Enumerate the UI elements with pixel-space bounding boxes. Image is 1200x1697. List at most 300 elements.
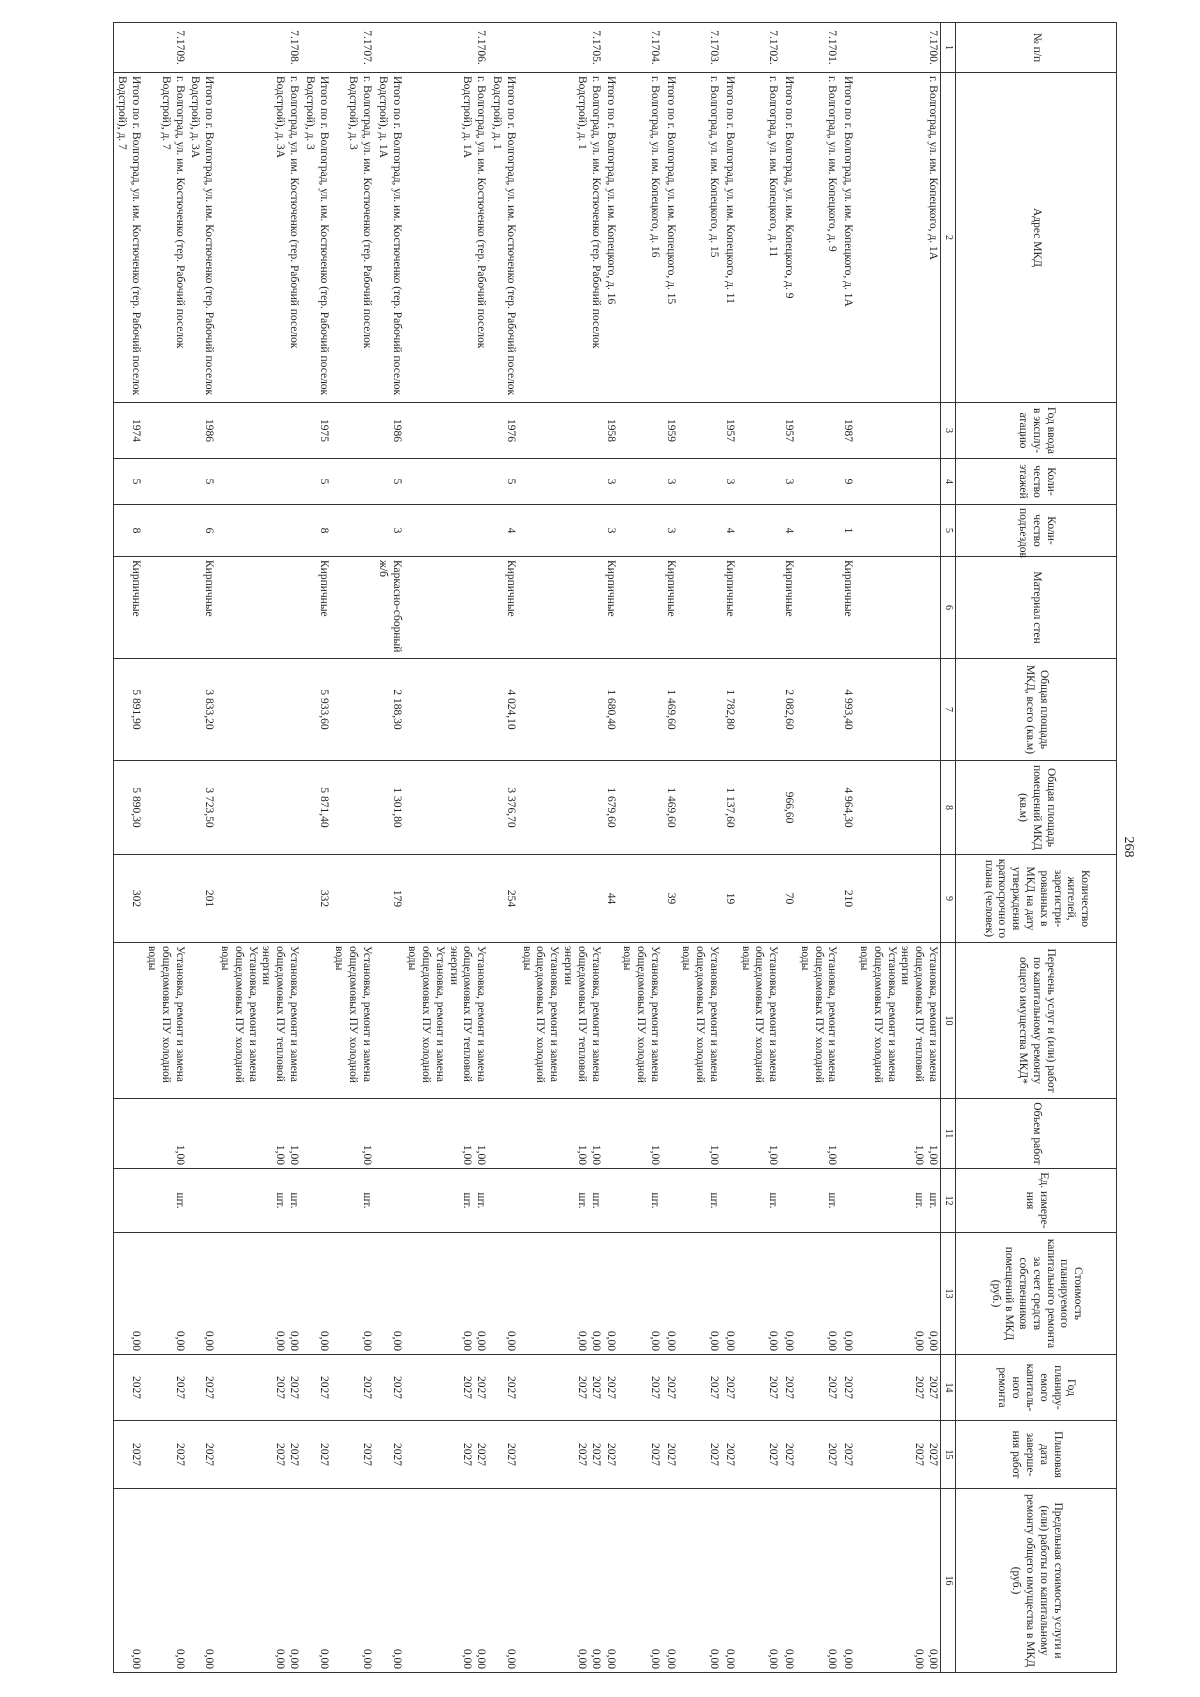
- premises-area-cell: [737, 761, 780, 855]
- planned-end-date-value: 2027: [767, 1443, 780, 1466]
- floor-count-cell: 3: [603, 459, 619, 505]
- premises-area-cell: [331, 761, 374, 855]
- row-number-cell: [374, 23, 404, 73]
- address-cell: г. Волгоград, ул. им. Копецкого, д. 11: [737, 73, 780, 403]
- address-cell: Итого по г. Волгоград, ул. им. Копецкого, д. 11: [721, 73, 737, 403]
- max-cost-cell: [737, 1489, 780, 1673]
- premises-area-cell: [216, 761, 301, 855]
- commission-year-cell: [855, 403, 940, 459]
- premises-area-cell: [678, 761, 721, 855]
- unit-cell: [374, 1169, 404, 1233]
- work-volume-cell: [662, 1099, 678, 1169]
- column-header: Общая площадь помещений МКД (кв.м): [956, 761, 1117, 855]
- max-cost-cell: [780, 1489, 796, 1673]
- commission-year-cell: [796, 403, 839, 459]
- planned-cost-cell: [855, 1233, 940, 1355]
- planned-year-cell: [404, 1355, 489, 1421]
- work-volume-value: 1,00: [287, 1144, 300, 1165]
- total-row: [721, 23, 737, 1673]
- planned-year-value: 2027: [605, 1376, 618, 1399]
- commission-year-cell: [216, 403, 301, 459]
- unit-cell: [737, 1169, 780, 1233]
- unit-cell: [404, 1169, 489, 1233]
- max-cost-cell: [113, 1489, 143, 1673]
- address-cell: Итого по г. Волгоград, ул. им. Костюченко (тер. Рабочий поселок Водстрой), д. 1А: [374, 73, 404, 403]
- planned-cost-value: 0,00: [360, 1330, 373, 1351]
- max-cost-cell: [618, 1489, 661, 1673]
- row-number-cell: [780, 23, 796, 73]
- work-list-cell: [113, 943, 143, 1099]
- unit-value: шт.: [360, 1192, 373, 1209]
- premises-area-cell: 3 376,70: [488, 761, 518, 855]
- row-number-cell: [488, 23, 518, 73]
- work-list-cell: [488, 943, 518, 1099]
- max-cost-cell: [518, 1489, 603, 1673]
- max-cost-cell: [796, 1489, 839, 1673]
- planned-year-cell: [374, 1355, 404, 1421]
- planned-cost-value: 0,00: [130, 1330, 143, 1351]
- row-number-cell: 7.1703.: [678, 23, 721, 73]
- max-cost-cell: [404, 1489, 489, 1673]
- wall-material-cell: [855, 557, 940, 659]
- max-cost-value: 0,00: [648, 1648, 661, 1669]
- work-volume-cell: [404, 1099, 489, 1169]
- column-header: Ед. измере-ния: [956, 1169, 1117, 1233]
- total-area-cell: [678, 659, 721, 761]
- floor-count-cell: 5: [187, 459, 217, 505]
- max-cost-value: 0,00: [708, 1648, 721, 1669]
- unit-value: шт.: [927, 1192, 939, 1209]
- planned-cost-value: 0,00: [927, 1330, 939, 1351]
- entrance-count-cell: [737, 505, 780, 557]
- planned-cost-value: 0,00: [504, 1330, 517, 1351]
- residents-count-cell: 332: [301, 855, 331, 943]
- total-area-cell: [404, 659, 489, 761]
- commission-year-cell: 1957: [721, 403, 737, 459]
- unit-value: шт.: [708, 1192, 721, 1209]
- commission-year-cell: [143, 403, 186, 459]
- work-volume-cell: [721, 1099, 737, 1169]
- max-cost-cell: [839, 1489, 855, 1673]
- planned-end-date-value: 2027: [575, 1443, 588, 1466]
- entrance-count-cell: 8: [113, 505, 143, 557]
- row-number-cell: 7.1707.: [331, 23, 374, 73]
- planned-year-cell: [721, 1355, 737, 1421]
- residents-count-cell: [143, 855, 186, 943]
- unit-cell: [187, 1169, 217, 1233]
- entrance-count-cell: [143, 505, 186, 557]
- commission-year-cell: 1958: [603, 403, 619, 459]
- planned-year-value: 2027: [173, 1376, 186, 1399]
- work-volume-value: 1,00: [274, 1144, 287, 1165]
- address-cell: г. Волгоград, ул. им. Костюченко (тер. Рабочий поселок Водстрой), д. 1А: [404, 73, 489, 403]
- entrance-count-cell: 4: [721, 505, 737, 557]
- residents-count-cell: 39: [662, 855, 678, 943]
- work-list-value: Установка, ремонт и замена общедомовых ПУ тепловой энергии: [899, 946, 939, 1082]
- premises-area-cell: 5 871,40: [301, 761, 331, 855]
- total-area-cell: [518, 659, 603, 761]
- table-row: [518, 23, 603, 1673]
- planned-end-date-cell: [187, 1421, 217, 1489]
- work-list-value: Установка, ремонт и замена общедомовых ПУ холодной воды: [680, 946, 721, 1083]
- wall-material-cell: [143, 557, 186, 659]
- wall-material-cell: [796, 557, 839, 659]
- work-list-cell: [839, 943, 855, 1099]
- unit-value: шт.: [475, 1192, 488, 1209]
- unit-value: шт.: [589, 1192, 602, 1209]
- unit-value: шт.: [826, 1192, 839, 1209]
- unit-cell: [518, 1169, 603, 1233]
- total-area-cell: [143, 659, 186, 761]
- planned-cost-value: 0,00: [708, 1330, 721, 1351]
- entrance-count-cell: [518, 505, 603, 557]
- floor-count-cell: [518, 459, 603, 505]
- total-area-cell: 1 469,60: [662, 659, 678, 761]
- column-number: 2: [941, 73, 956, 403]
- work-volume-value: 1,00: [360, 1144, 373, 1165]
- wall-material-cell: Кирпичные: [839, 557, 855, 659]
- max-cost-value: 0,00: [589, 1648, 602, 1669]
- column-number: 12: [941, 1169, 956, 1233]
- planned-cost-cell: [404, 1233, 489, 1355]
- floor-count-cell: 3: [721, 459, 737, 505]
- wall-material-cell: Кирпичные: [488, 557, 518, 659]
- planned-end-date-cell: [143, 1421, 186, 1489]
- planned-end-date-value: 2027: [708, 1443, 721, 1466]
- total-area-cell: 3 833,20: [187, 659, 217, 761]
- planned-end-date-cell: [488, 1421, 518, 1489]
- unit-cell: [216, 1169, 301, 1233]
- planned-year-cell: [187, 1355, 217, 1421]
- max-cost-cell: [488, 1489, 518, 1673]
- work-volume-value: 1,00: [913, 1144, 926, 1165]
- planned-end-date-cell: [374, 1421, 404, 1489]
- planned-end-date-value: 2027: [826, 1443, 839, 1466]
- unit-cell: [618, 1169, 661, 1233]
- table-header: [941, 23, 1117, 1673]
- premises-area-cell: [796, 761, 839, 855]
- floor-count-cell: 5: [301, 459, 331, 505]
- work-volume-cell: [216, 1099, 301, 1169]
- entrance-count-cell: 1: [839, 505, 855, 557]
- unit-cell: [488, 1169, 518, 1233]
- planned-year-value: 2027: [274, 1376, 287, 1399]
- work-list-cell: [374, 943, 404, 1099]
- planned-end-date-value: 2027: [842, 1443, 855, 1466]
- planned-cost-value: 0,00: [605, 1330, 618, 1351]
- work-list-cell: [187, 943, 217, 1099]
- total-row: [187, 23, 217, 1673]
- column-number: 16: [941, 1489, 956, 1673]
- work-volume-value: 1,00: [575, 1144, 588, 1165]
- planned-year-value: 2027: [390, 1376, 403, 1399]
- planned-cost-cell: [143, 1233, 186, 1355]
- floor-count-cell: 3: [780, 459, 796, 505]
- column-number: 13: [941, 1233, 956, 1355]
- row-number-cell: [301, 23, 331, 73]
- premises-area-cell: 1 679,60: [603, 761, 619, 855]
- residents-count-cell: 210: [839, 855, 855, 943]
- residents-count-cell: [331, 855, 374, 943]
- planned-end-date-value: 2027: [173, 1443, 186, 1466]
- residents-count-cell: 254: [488, 855, 518, 943]
- work-volume-cell: [839, 1099, 855, 1169]
- entrance-count-cell: [855, 505, 940, 557]
- wall-material-cell: Кирпичные: [721, 557, 737, 659]
- entrance-count-cell: [216, 505, 301, 557]
- total-row: [662, 23, 678, 1673]
- column-number: 8: [941, 761, 956, 855]
- unit-cell: [678, 1169, 721, 1233]
- total-area-cell: [216, 659, 301, 761]
- address-cell: Итого по г. Волгоград, ул. им. Костюченко (тер. Рабочий поселок Водстрой), д. 3А: [187, 73, 217, 403]
- column-header: Год ввода в эксплу-атацию: [956, 403, 1117, 459]
- planned-end-date-value: 2027: [360, 1443, 373, 1466]
- work-volume-cell: [855, 1099, 940, 1169]
- planned-year-cell: [518, 1355, 603, 1421]
- total-area-cell: [737, 659, 780, 761]
- total-area-cell: [796, 659, 839, 761]
- planned-end-date-value: 2027: [390, 1443, 403, 1466]
- unit-cell: [796, 1169, 839, 1233]
- planned-year-value: 2027: [708, 1376, 721, 1399]
- work-list-cell: [662, 943, 678, 1099]
- max-cost-value: 0,00: [605, 1648, 618, 1669]
- table-row: [737, 23, 780, 1673]
- planned-cost-value: 0,00: [648, 1330, 661, 1351]
- wall-material-cell: [737, 557, 780, 659]
- work-volume-value: 1,00: [648, 1144, 661, 1165]
- max-cost-cell: [331, 1489, 374, 1673]
- planned-end-date-value: 2027: [723, 1443, 736, 1466]
- max-cost-cell: [678, 1489, 721, 1673]
- planned-cost-cell: [618, 1233, 661, 1355]
- work-list-cell: [216, 943, 301, 1099]
- planned-cost-cell: [662, 1233, 678, 1355]
- planned-end-date-cell: [678, 1421, 721, 1489]
- max-cost-cell: [721, 1489, 737, 1673]
- planned-year-value: 2027: [360, 1376, 373, 1399]
- work-list-value: Установка, ремонт и замена общедомовых ПУ холодной воды: [520, 946, 561, 1083]
- work-volume-cell: [796, 1099, 839, 1169]
- column-header: № п/п: [956, 23, 1117, 73]
- planned-end-date-cell: [839, 1421, 855, 1489]
- column-header: Коли-чество этажей: [956, 459, 1117, 505]
- total-area-cell: 2 082,60: [780, 659, 796, 761]
- work-volume-value: 1,00: [461, 1144, 474, 1165]
- max-cost-value: 0,00: [927, 1648, 939, 1669]
- unit-cell: [113, 1169, 143, 1233]
- work-list-value: Установка, ремонт и замена общедомовых ПУ холодной воды: [218, 946, 259, 1083]
- work-list-value: Установка, ремонт и замена общедомовых ПУ холодной воды: [858, 946, 898, 1083]
- work-volume-value: 1,00: [927, 1144, 939, 1165]
- premises-area-cell: [618, 761, 661, 855]
- planned-year-cell: [662, 1355, 678, 1421]
- planned-year-cell: [678, 1355, 721, 1421]
- planned-cost-cell: [518, 1233, 603, 1355]
- max-cost-value: 0,00: [287, 1648, 300, 1669]
- row-number-cell: [113, 23, 143, 73]
- column-number: 11: [941, 1099, 956, 1169]
- address-cell: г. Волгоград, ул. им. Костюченко (тер. Рабочий поселок Водстрой), д. 7: [143, 73, 186, 403]
- column-number: 14: [941, 1355, 956, 1421]
- work-list-cell: [796, 943, 839, 1099]
- planned-cost-cell: [839, 1233, 855, 1355]
- total-row: [488, 23, 518, 1673]
- max-cost-value: 0,00: [274, 1648, 287, 1669]
- planned-year-value: 2027: [826, 1376, 839, 1399]
- column-number: 1: [941, 23, 956, 73]
- column-number: 7: [941, 659, 956, 761]
- max-cost-value: 0,00: [664, 1648, 677, 1669]
- planned-cost-value: 0,00: [317, 1330, 330, 1351]
- column-header: Объем работ: [956, 1099, 1117, 1169]
- residents-count-cell: 70: [780, 855, 796, 943]
- max-cost-value: 0,00: [130, 1648, 143, 1669]
- floor-count-cell: [796, 459, 839, 505]
- work-list-value: Установка, ремонт и замена общедомовых ПУ холодной воды: [145, 946, 186, 1083]
- table-row: [855, 23, 940, 1673]
- address-cell: г. Волгоград, ул. им. Костюченко (тер. Рабочий поселок Водстрой), д. 1: [518, 73, 603, 403]
- planned-end-date-value: 2027: [317, 1443, 330, 1466]
- planned-cost-value: 0,00: [767, 1330, 780, 1351]
- entrance-count-cell: 4: [488, 505, 518, 557]
- wall-material-cell: Кирпичные: [113, 557, 143, 659]
- floor-count-cell: [618, 459, 661, 505]
- max-cost-value: 0,00: [826, 1648, 839, 1669]
- planned-end-date-value: 2027: [461, 1443, 474, 1466]
- entrance-count-cell: 8: [301, 505, 331, 557]
- max-cost-value: 0,00: [203, 1648, 216, 1669]
- work-volume-cell: [780, 1099, 796, 1169]
- planned-end-date-cell: [780, 1421, 796, 1489]
- unit-value: шт.: [287, 1192, 300, 1209]
- max-cost-value: 0,00: [783, 1648, 796, 1669]
- total-area-cell: 4 993,40: [839, 659, 855, 761]
- floor-count-cell: [855, 459, 940, 505]
- unit-cell: [143, 1169, 186, 1233]
- premises-area-cell: 966,60: [780, 761, 796, 855]
- planned-end-date-value: 2027: [274, 1443, 287, 1466]
- work-list-cell: [618, 943, 661, 1099]
- column-header: Стоимость планируемого капитального ремонта за счет средств собственников помещений в МКД (руб.): [956, 1233, 1117, 1355]
- work-volume-cell: [187, 1099, 217, 1169]
- residents-count-cell: [678, 855, 721, 943]
- residents-count-cell: [737, 855, 780, 943]
- wall-material-cell: Кирпичные: [662, 557, 678, 659]
- column-number: 10: [941, 943, 956, 1099]
- commission-year-cell: [678, 403, 721, 459]
- planned-year-cell: [301, 1355, 331, 1421]
- work-volume-cell: [374, 1099, 404, 1169]
- planned-year-cell: [488, 1355, 518, 1421]
- column-header: Предельная стоимость услуги и (или) работы по капитальному ремонту общего имущества в МКД (руб.): [956, 1489, 1117, 1673]
- planned-cost-cell: [721, 1233, 737, 1355]
- address-cell: Итого по г. Волгоград, ул. им. Копецкого, д. 9: [780, 73, 796, 403]
- commission-year-cell: [518, 403, 603, 459]
- planned-year-cell: [839, 1355, 855, 1421]
- unit-cell: [331, 1169, 374, 1233]
- commission-year-cell: [331, 403, 374, 459]
- max-cost-value: 0,00: [913, 1648, 926, 1669]
- residents-count-cell: [216, 855, 301, 943]
- entrance-count-cell: 3: [374, 505, 404, 557]
- floor-count-cell: [737, 459, 780, 505]
- total-row: [113, 23, 143, 1673]
- planned-year-cell: [855, 1355, 940, 1421]
- table-row: [143, 23, 186, 1673]
- planned-year-cell: [737, 1355, 780, 1421]
- residents-count-cell: 179: [374, 855, 404, 943]
- planned-year-value: 2027: [664, 1376, 677, 1399]
- column-header: Количество жителей, зарегистри-рованных в МКД на дату утверждения краткосрочно го плана (человек): [956, 855, 1117, 943]
- planned-cost-value: 0,00: [589, 1330, 602, 1351]
- commission-year-cell: 1974: [113, 403, 143, 459]
- planned-cost-value: 0,00: [664, 1330, 677, 1351]
- row-number-cell: 7.1701.: [796, 23, 839, 73]
- planned-year-value: 2027: [287, 1376, 300, 1399]
- work-list-cell: [518, 943, 603, 1099]
- planned-end-date-cell: [618, 1421, 661, 1489]
- max-cost-cell: [374, 1489, 404, 1673]
- total-area-cell: [331, 659, 374, 761]
- work-volume-value: 1,00: [475, 1144, 488, 1165]
- planned-year-cell: [216, 1355, 301, 1421]
- planned-year-cell: [143, 1355, 186, 1421]
- table-row: [404, 23, 489, 1673]
- planned-end-date-cell: [113, 1421, 143, 1489]
- table-row: [796, 23, 839, 1673]
- planned-cost-cell: [187, 1233, 217, 1355]
- planned-cost-cell: [301, 1233, 331, 1355]
- planned-end-date-cell: [331, 1421, 374, 1489]
- planned-cost-cell: [780, 1233, 796, 1355]
- planned-end-date-value: 2027: [203, 1443, 216, 1466]
- planned-end-date-cell: [404, 1421, 489, 1489]
- work-volume-value: 1,00: [173, 1144, 186, 1165]
- commission-year-cell: 1959: [662, 403, 678, 459]
- column-header: Адрес МКД: [956, 73, 1117, 403]
- planned-year-cell: [780, 1355, 796, 1421]
- column-header: Материал стен: [956, 557, 1117, 659]
- planned-cost-value: 0,00: [390, 1330, 403, 1351]
- total-area-cell: [855, 659, 940, 761]
- premises-area-cell: 1 137,60: [721, 761, 737, 855]
- unit-cell: [780, 1169, 796, 1233]
- work-list-cell: [301, 943, 331, 1099]
- wall-material-cell: Кирпичные: [780, 557, 796, 659]
- max-cost-value: 0,00: [767, 1648, 780, 1669]
- planned-cost-value: 0,00: [826, 1330, 839, 1351]
- planned-end-date-value: 2027: [475, 1443, 488, 1466]
- entrance-count-cell: 3: [662, 505, 678, 557]
- work-list-value: Установка, ремонт и замена общедомовых ПУ холодной воды: [406, 946, 446, 1083]
- max-cost-value: 0,00: [461, 1648, 474, 1669]
- planned-year-value: 2027: [723, 1376, 736, 1399]
- address-cell: г. Волгоград, ул. им. Копецкого, д. 16: [618, 73, 661, 403]
- address-cell: Итого по г. Волгоград, ул. им. Костюченко (тер. Рабочий поселок Водстрой), д. 7: [113, 73, 143, 403]
- column-header: Перечень услуг и (или) работ по капитальному ремонту общего имущества МКД*: [956, 943, 1117, 1099]
- work-list-value: Установка, ремонт и замена общедомовых ПУ тепловой энергии: [447, 946, 488, 1082]
- residents-count-cell: [855, 855, 940, 943]
- wall-material-cell: Кирпичные: [603, 557, 619, 659]
- planned-year-cell: [618, 1355, 661, 1421]
- column-number: 4: [941, 459, 956, 505]
- planned-end-date-value: 2027: [504, 1443, 517, 1466]
- column-number: 3: [941, 403, 956, 459]
- address-cell: Итого по г. Волгоград, ул. им. Копецкого, д. 15: [662, 73, 678, 403]
- max-cost-value: 0,00: [390, 1648, 403, 1669]
